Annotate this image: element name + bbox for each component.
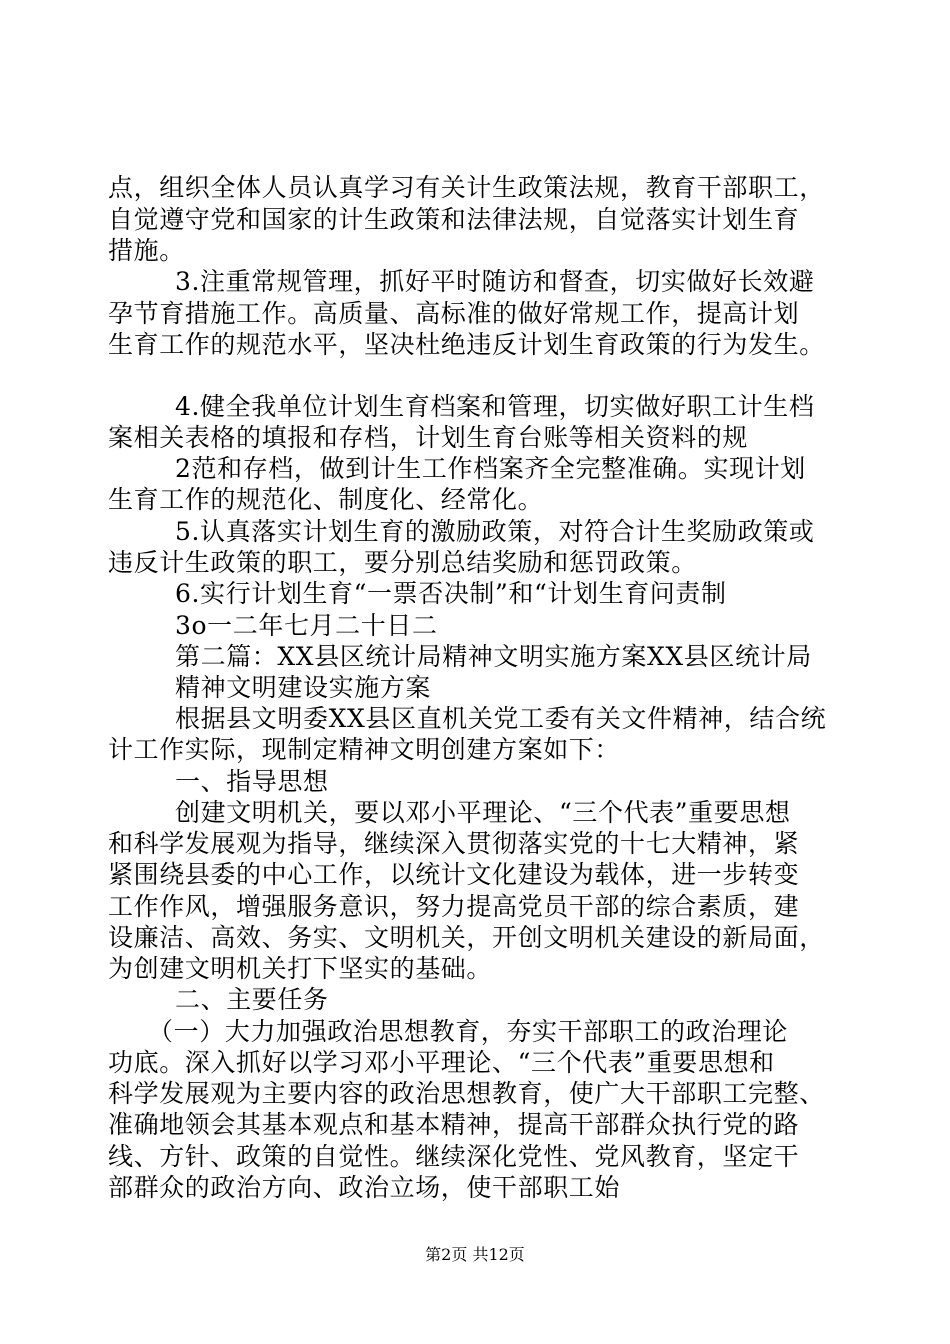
- text-line: 精神文明建设实施方案: [175, 673, 432, 702]
- text-line: 4.健全我单位计划生育档案和管理，切实做好职工计生档: [175, 392, 815, 421]
- text-line: 点，组织全体人员认真学习有关计生政策法规，教育干部职工，: [108, 173, 825, 202]
- text-line: 3o一二年七月二十日二: [175, 611, 438, 640]
- text-line: 设廉洁、高效、务实、文明机关，开创文明机关建设的新局面，: [108, 923, 825, 952]
- text-line: 计工作实际，现制定精神文明创建方案如下：: [108, 735, 621, 764]
- text-line: 功底。深入抓好以学习邓小平理论、“三个代表”重要思想和: [108, 1048, 775, 1077]
- section-heading: 二、主要任务: [175, 985, 329, 1014]
- text-line: 3.注重常规管理，抓好平时随访和督查，切实做好长效避: [175, 267, 815, 296]
- text-line: 2范和存档，做到计生工作档案齐全完整准确。实现计划: [175, 454, 806, 483]
- text-line: 生育工作的规范化、制度化、经常化。: [108, 485, 544, 514]
- text-line: 线、方针、政策的自觉性。继续深化党性、党风教育，坚定干: [108, 1142, 800, 1171]
- text-line: 案相关表格的填报和存档，计划生育台账等相关资料的规: [108, 423, 749, 452]
- text-line: 孕节育措施工作。高质量、高标准的做好常规工作，提高计划: [108, 299, 800, 328]
- text-line: 5.认真落实计划生育的激励政策，对符合计生奖励政策或: [175, 517, 815, 546]
- text-line: 工作作风，增强服务意识，努力提高党员干部的综合素质，建: [108, 892, 800, 921]
- text-line: 根据县文明委XX县区直机关党工委有关文件精神，结合统: [175, 704, 827, 733]
- text-line: 紧围绕县委的中心工作，以统计文化建设为载体，进一步转变: [108, 860, 800, 889]
- text-line: 为创建文明机关打下坚实的基础。: [108, 954, 493, 983]
- text-line: 违反计生政策的职工，要分别总结奖励和惩罚政策。: [108, 548, 697, 577]
- text-line: 创建文明机关，要以邓小平理论、“三个代表”重要思想: [175, 798, 791, 827]
- text-line: （一）大力加强政治思想教育，夯实干部职工的政治理论: [148, 1017, 789, 1046]
- text-line: 生育工作的规范水平，坚决杜绝违反计划生育政策的行为发生。: [108, 330, 825, 359]
- text-line: 准确地领会其基本观点和基本精神，提高干部群众执行党的路: [108, 1110, 800, 1139]
- text-line: 第二篇：XX县区统计局精神文明实施方案XX县区统计局: [175, 642, 812, 671]
- text-line: 科学发展观为主要内容的政治思想教育，使广大干部职工完整、: [108, 1079, 825, 1108]
- text-line: 部群众的政治方向、政治立场，使干部职工始: [108, 1173, 621, 1202]
- text-line: 和科学发展观为指导，继续深入贯彻落实党的十七大精神，紧: [108, 829, 800, 858]
- text-line: 6.实行计划生育“一票否决制”和“计划生育问责制: [175, 579, 727, 608]
- text-line: 自觉遵守党和国家的计生政策和法律法规，自觉落实计划生育: [108, 205, 800, 234]
- section-heading: 一、指导思想: [175, 767, 329, 796]
- text-line: 措施。: [108, 236, 185, 265]
- page-number: 第2页 共12页: [425, 1245, 525, 1264]
